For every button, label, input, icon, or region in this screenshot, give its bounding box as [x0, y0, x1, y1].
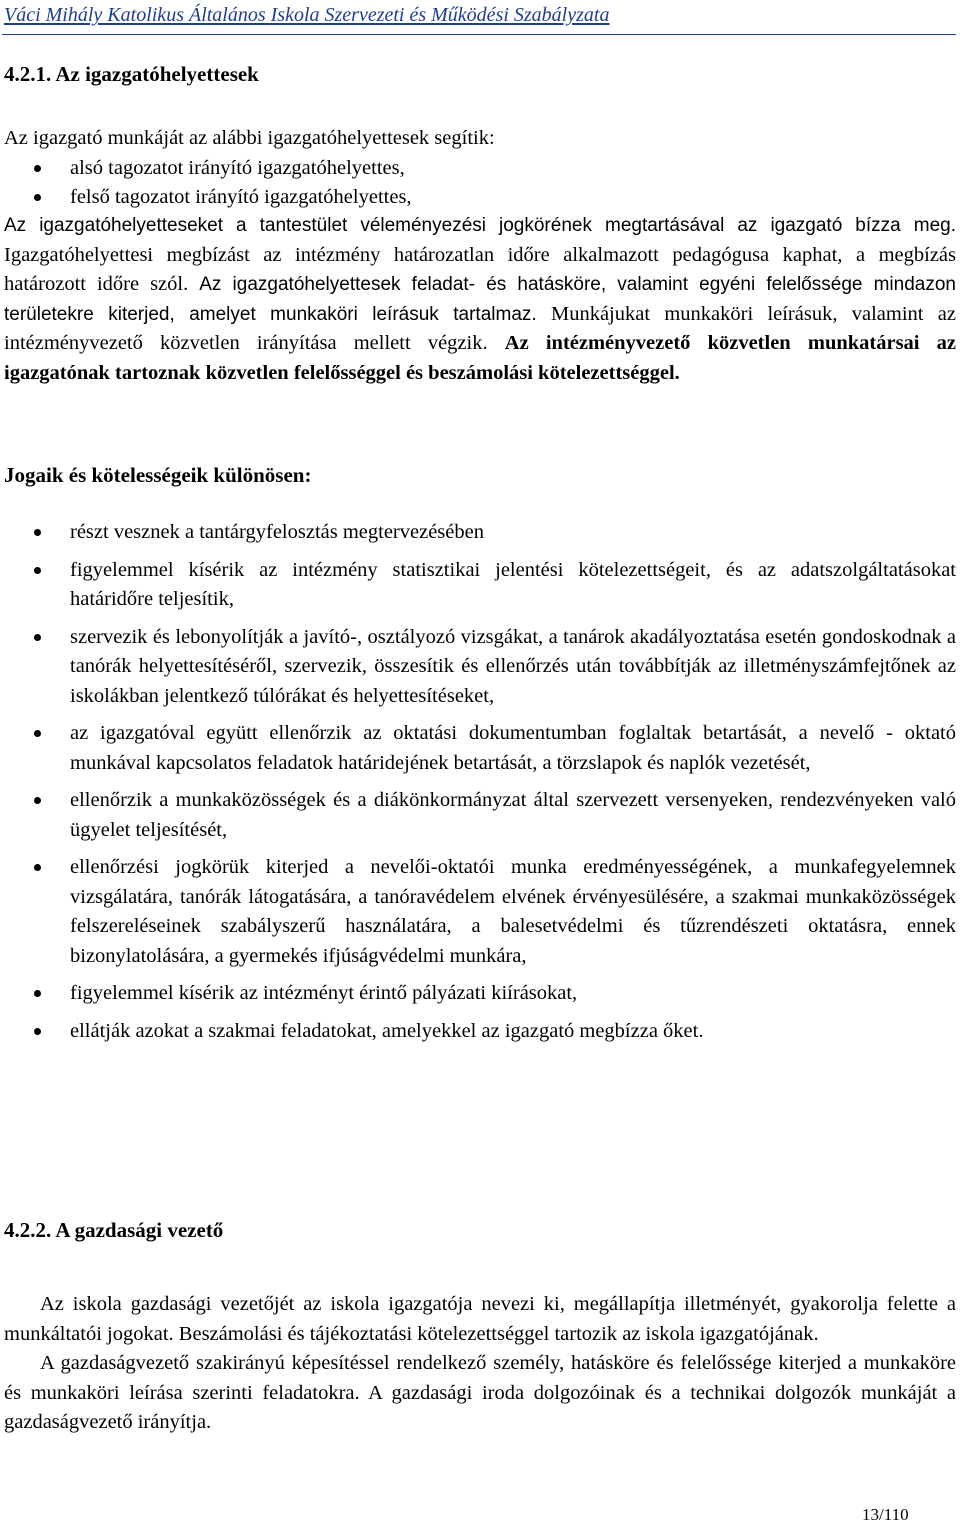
list-item: ellátják azokat a szakmai feladatokat, amelyekkel az igazgató megbízza őket.: [4, 1017, 956, 1047]
para-responsibility: Az intézményvezető közvetlen munkatársai az igazgatónak tartoznak közvetlen felelősséggel és beszámolási kötelezettséggel.: [4, 332, 957, 384]
deputy-list: [4, 154, 956, 213]
list-item: részt vesznek a tantárgyfelosztás megtervezésében: [4, 518, 956, 548]
bullet-icon: [34, 1028, 41, 1035]
intro-text: Az igazgató munkáját az alábbi igazgatóhelyettesek segítik:: [4, 127, 495, 149]
para-appointment: Az igazgatóhelyetteseket a tantestület véleményezési jogkörének megtartásával az igazgató bízza meg.: [4, 215, 956, 236]
bullet-icon: [34, 730, 41, 737]
finance-text: [4, 1290, 956, 1438]
bullet-icon: [34, 990, 41, 997]
deputies-intro-block: [4, 124, 956, 213]
bullet-icon: [34, 864, 41, 871]
list-item: alsó tagozatot irányító igazgatóhelyettes,: [4, 154, 956, 184]
section-heading-finance: 4.2.2. A gazdasági vezető: [4, 1218, 224, 1242]
para-scope: Az igazgatóhelyettesek feladat- és hatásköre, valamint egyéni felelőssége mindazon területekre kiterjed, amelyet munkaköri leírásuk tartalmaz.: [4, 274, 956, 325]
bullet-icon: [34, 165, 41, 172]
finance-para-2: A gazdaságvezető szakirányú képesítéssel rendelkező személy, hatásköre és felelőssége kiterjed a munkaköre és munkaköri leírása szerinti feladatokra. A gazdasági iroda dolgozóinak és a technikai dolgozók munkáját a gazdaságvezető irányítja.: [4, 1352, 956, 1433]
bullet-icon: [34, 194, 41, 201]
list-item: felső tagozatot irányító igazgatóhelyettes,: [4, 183, 956, 213]
bullet-icon: [34, 529, 41, 536]
para-direction: Munkájukat munkaköri leírásuk, valamint az intézményvezető közvetlen irányítása mellett végzik.: [4, 302, 956, 354]
bullet-icon: [34, 567, 41, 574]
duties-heading: Jogaik és kötelességeik különösen:: [4, 463, 312, 487]
finance-para-1: Az iskola gazdasági vezetőjét az iskola igazgatója nevezi ki, megállapítja illetményét, gyakorolja felette a munkáltatói jogokat. Beszámolási és tájékoztatási kötelezettséggel tartozik az iskola igazgatójának.: [4, 1293, 956, 1345]
duties-list: [4, 518, 956, 1054]
section-heading-deputies: 4.2.1. Az igazgatóhelyettesek: [4, 62, 259, 86]
list-item: az igazgatóval együtt ellenőrzik az oktatási dokumentumban foglaltak betartását, a nevelő - oktató munkával kapcsolatos feladatok határidejének betartását, a törzslapok és naplók vezetését,: [4, 719, 956, 778]
list-item: szervezik és lebonyolítják a javító-, osztályozó vizsgákat, a tanárok akadályoztatása esetén gondoskodnak a tanórák helyettesítéséről, szervezik, összesítik és ellenőrzés után továbbítják az illetményszámfejtőnek az iskolákban jelentkező túlórákat és helyettesítéseket,: [4, 623, 956, 712]
bullet-icon: [34, 634, 41, 641]
para-mandate: Igazgatóhelyettesi megbízást az intézmény határozatlan időre alkalmazott pedagógusa kaphat, a megbízás határozott időre szól.: [4, 243, 956, 295]
document-header: Váci Mihály Katolikus Általános Iskola Szervezeti és Működési Szabályzata: [4, 4, 610, 26]
bullet-icon: [34, 797, 41, 804]
list-item: ellenőrzik a munkaközösségek és a diákönkormányzat által szervezett versenyeken, rendezvényeken való ügyelet teljesítését,: [4, 786, 956, 845]
page-number: 13/110: [862, 1505, 909, 1524]
list-item: ellenőrzési jogkörük kiterjed a nevelői-oktatói munka eredményességének, a munkafegyelemnek vizsgálatára, tanórák látogatására, a tanóravédelem elvének érvényesülésére, a szakmai munkaközösségek felszereléseinek szabályszerű használatára, a balesetvédelmi és tűzrendészeti oktatásra, ennek bizonylatolására, a gyermekés ifjúságvédelmi munkára,: [4, 853, 956, 971]
list-item: figyelemmel kísérik az intézményt érintő pályázati kiírásokat,: [4, 979, 956, 1009]
deputies-paragraph: [4, 211, 956, 388]
list-item: figyelemmel kísérik az intézmény statisztikai jelentési kötelezettségeit, és az adatszolgáltatásokat határidőre teljesítik,: [4, 556, 956, 615]
header-divider: [2, 34, 956, 35]
